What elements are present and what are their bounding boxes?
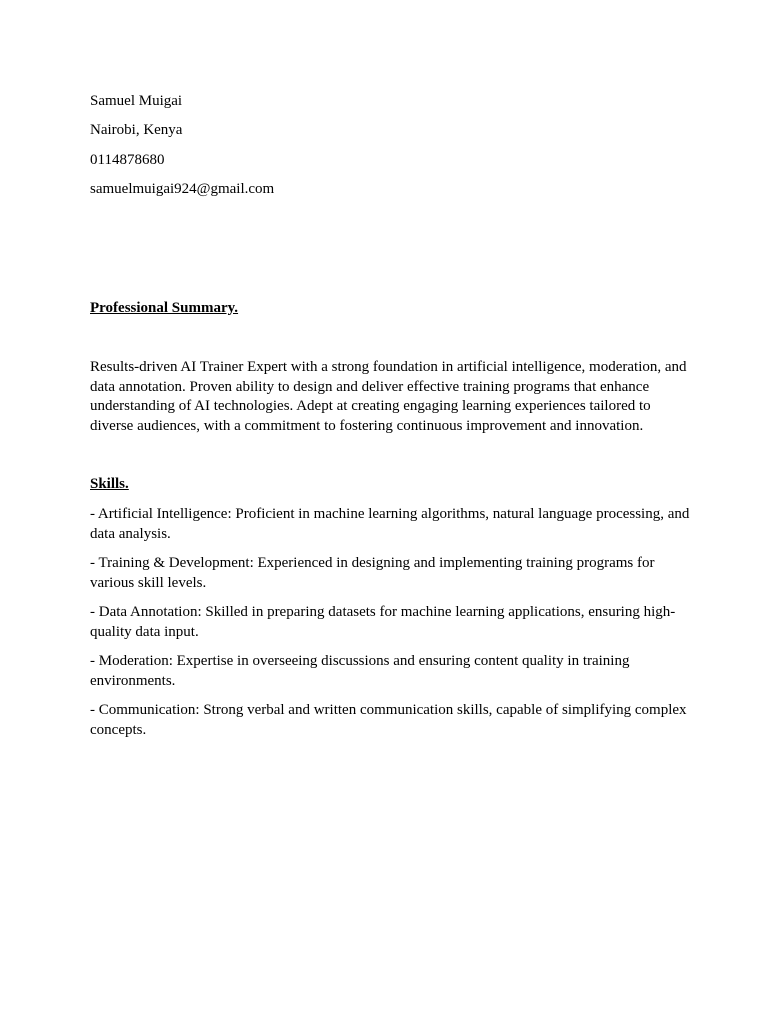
skill-item-training-development: - Training & Development: Experienced in designing and implementing training programs for various skill levels. xyxy=(90,555,655,591)
skill-item-communication: - Communication: Strong verbal and written communication skills, capable of simplifying complex concepts. xyxy=(90,702,687,738)
contact-name: Samuel Muigai xyxy=(90,93,183,109)
skill-item-artificial-intelligence: - Artificial Intelligence: Proficient in machine learning algorithms, natural language processing, and data analysis. xyxy=(90,506,690,542)
skills-heading: Skills. xyxy=(90,476,129,492)
professional-summary-text: Results-driven AI Trainer Expert with a strong foundation in artificial intelligence, moderation, and data annotation. Proven ability to design and deliver effective training programs that enhance understanding of AI technologies. Adept at creating engaging learning experiences tailored to diverse audiences, with a commitment to fostering continuous improvement and innovation. xyxy=(90,359,687,434)
skill-item-moderation: - Moderation: Expertise in overseeing discussions and ensuring content quality in training environments. xyxy=(90,653,630,689)
contact-block xyxy=(90,92,680,209)
contact-location: Nairobi, Kenya xyxy=(90,122,183,139)
contact-email: samuelmuigai924@gmail.com xyxy=(90,180,275,197)
contact-phone: 0114878680 xyxy=(90,151,165,168)
skill-item-data-annotation: - Data Annotation: Skilled in preparing datasets for machine learning applications, ensuring high-quality data input. xyxy=(90,604,676,640)
professional-summary-heading: Professional Summary. xyxy=(90,300,239,316)
skills-list xyxy=(90,505,690,750)
